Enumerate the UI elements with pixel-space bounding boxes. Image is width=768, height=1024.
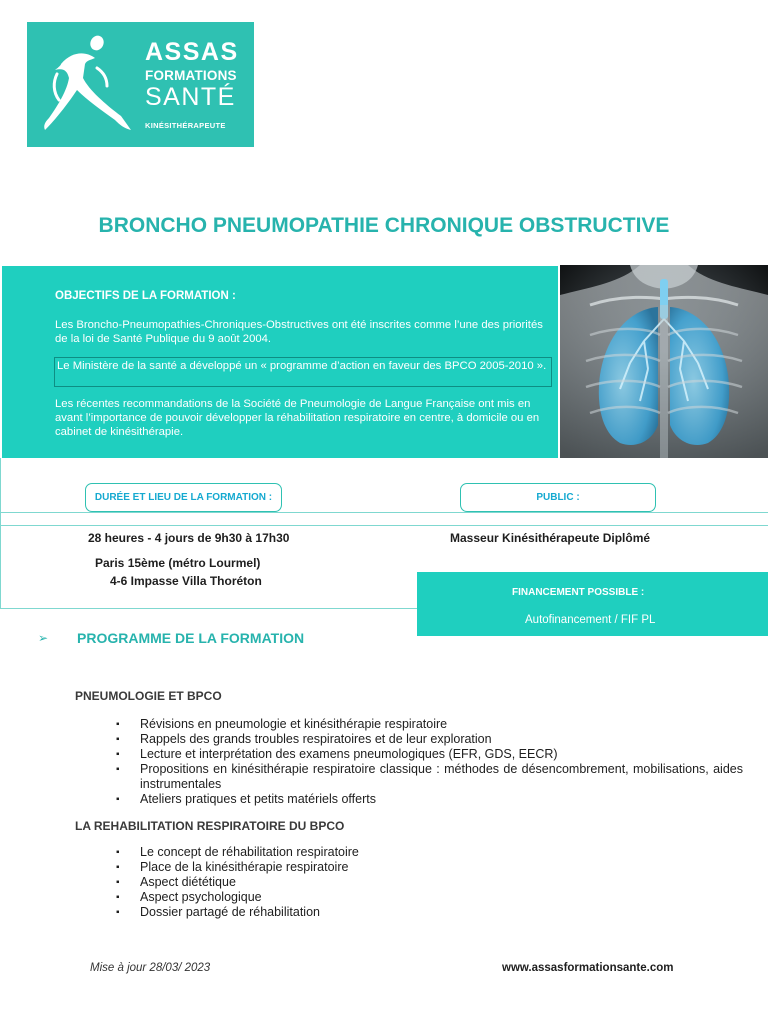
frame-left-border: [0, 458, 1, 609]
runner-figure-icon: [39, 34, 139, 136]
objectives-panel: [2, 266, 558, 458]
public-label-box: [460, 483, 656, 512]
financing-value: Autofinancement / FIF PL: [525, 614, 656, 626]
frame-second-divider: [0, 525, 768, 526]
list-item: ▪ Le concept de réhabilitation respiratoire: [116, 845, 743, 860]
brand-logo: [27, 22, 254, 147]
program-title: PROGRAMME DE LA FORMATION: [77, 630, 305, 646]
financing-panel: [417, 572, 768, 636]
lungs-illustration: [560, 265, 768, 458]
objectives-heading: OBJECTIFS DE LA FORMATION :: [55, 290, 236, 302]
website-url: www.assasformationsante.com: [502, 962, 674, 974]
list-item: ▪ Propositions en kinésithérapie respiratoire classique : méthodes de désencombrement, mobilisations, aides instrumentales: [116, 762, 743, 792]
duration-label-box: [85, 483, 282, 512]
list-item: ▪ Aspect psychologique: [116, 890, 743, 905]
section-heading: PNEUMOLOGIE ET BPCO: [75, 689, 222, 703]
list-item: ▪ Aspect diététique: [116, 875, 743, 890]
update-date: Mise à jour 28/03/ 2023: [90, 962, 211, 974]
logo-line-1: ASSAS: [145, 38, 239, 66]
list-item: ▪ Lecture et interprétation des examens pneumologiques (EFR, GDS, EECR): [116, 747, 743, 762]
objectives-paragraph: Les récentes recommandations de la Société de Pneumologie de Langue Française ont mis en avant l’importance de pouvoir développer la réhabilitation respiratoire en centre, à domicile ou en cabinet de kinésithérapie.: [55, 398, 540, 438]
list-item: ▪ Ateliers pratiques et petits matériels offerts: [116, 792, 743, 807]
objectives-paragraph: Les Broncho-Pneumopathies-Chroniques-Obstructives ont été inscrites comme l’une des priorités de la loi de Santé Publique du 9 août 2004.: [55, 319, 543, 345]
duration-place: Paris 15ème (métro Lourmel): [95, 556, 261, 570]
list-item: ▪ Dossier partagé de réhabilitation: [116, 905, 743, 920]
frame-top-divider: [0, 512, 768, 513]
section-heading: LA REHABILITATION RESPIRATOIRE DU BPCO: [75, 819, 345, 833]
duration-hours: 28 heures - 4 jours de 9h30 à 17h30: [88, 531, 290, 545]
logo-line-4: KINÉSITHÉRAPEUTE: [145, 120, 226, 130]
duration-address: 4-6 Impasse Villa Thoréton: [110, 574, 262, 588]
section-item-list: [116, 845, 743, 920]
duration-label: DURÉE ET LIEU DE LA FORMATION :: [94, 492, 273, 503]
list-item: ▪ Rappels des grands troubles respiratoires et de leur exploration: [116, 732, 743, 747]
financing-label: FINANCEMENT POSSIBLE :: [512, 587, 645, 598]
objectives-paragraph: Le Ministère de la santé a développé un « programme d’action en faveur des BPCO 2005-2010 ».: [54, 357, 552, 387]
list-item: ▪ Place de la kinésithérapie respiratoire: [116, 860, 743, 875]
page-title: BRONCHO PNEUMOPATHIE CHRONIQUE OBSTRUCTIVE: [98, 214, 670, 237]
public-value: Masseur Kinésithérapeute Diplômé: [450, 531, 651, 545]
arrow-bullet-icon: ➢: [38, 631, 49, 645]
section-item-list: [116, 717, 743, 807]
frame-bottom-border: [0, 608, 417, 609]
list-item: ▪ Révisions en pneumologie et kinésithérapie respiratoire: [116, 717, 743, 732]
logo-line-3: SANTÉ: [145, 82, 236, 111]
public-label: PUBLIC :: [536, 492, 580, 503]
logo-line-2: FORMATIONS: [145, 68, 237, 83]
